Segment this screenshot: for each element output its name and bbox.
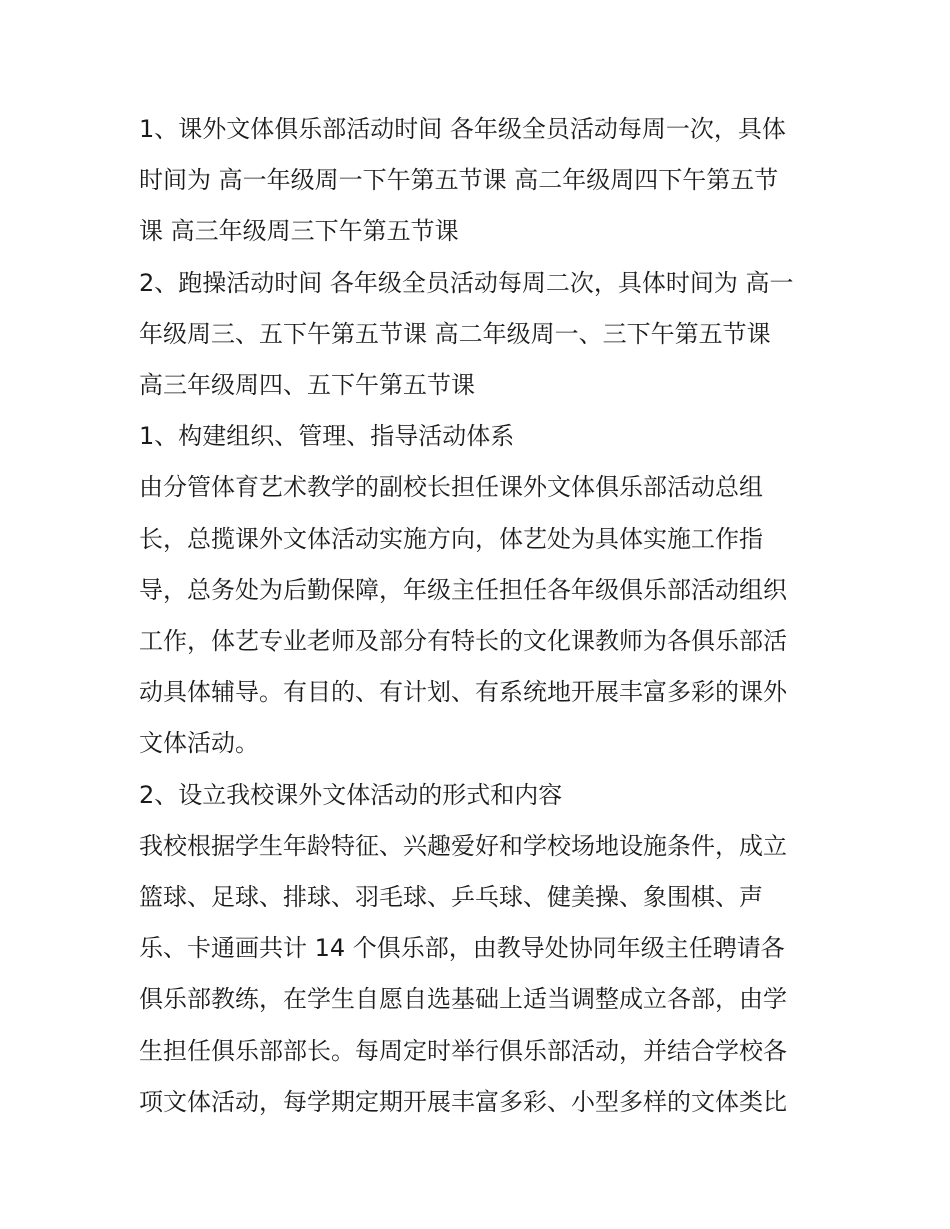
text-line: 课 高三年级周三下午第五节课	[139, 217, 459, 246]
text-line: 时间为 高一年级周一下午第五节课 高二年级周四下午第五节	[139, 166, 779, 195]
text-line: 1、课外文体俱乐部活动时间 各年级全员活动每周一次，具体	[139, 115, 786, 143]
section-heading: 1、构建组织、管理、指导活动体系	[139, 422, 515, 451]
document-body	[139, 104, 819, 1128]
text-line: 俱乐部教练，在学生自愿自选基础上适当调整成立各部，由学	[139, 985, 787, 1014]
text-line: 2、跑操活动时间 各年级全员活动每周二次，具体时间为 高一	[139, 268, 794, 297]
text-line: 我校根据学生年龄特征、兴趣爱好和学校场地设施条件，成立	[139, 831, 787, 860]
text-line: 年级周三、五下午第五节课 高二年级周一、三下午第五节课	[139, 319, 771, 348]
text-line: 项文体活动，每学期定期开展丰富多彩、小型多样的文体类比	[139, 1087, 787, 1116]
text-line: 乐、卡通画共计 14 个俱乐部，由教导处协同年级主任聘请各	[139, 934, 785, 963]
text-line: 文体活动。	[139, 729, 259, 758]
text-line: 高三年级周四、五下午第五节课	[139, 371, 475, 400]
text-line: 动具体辅导。有目的、有计划、有系统地开展丰富多彩的课外	[139, 678, 787, 707]
text-line: 长，总揽课外文体活动实施方向，体艺处为具体实施工作指	[139, 524, 763, 553]
section-heading: 2、设立我校课外文体活动的形式和内容	[139, 780, 563, 809]
text-line: 工作，体艺专业老师及部分有特长的文化课教师为各俱乐部活	[139, 627, 787, 656]
text-line: 篮球、足球、排球、羽毛球、乒乓球、健美操、象围棋、声	[139, 883, 763, 912]
text-line: 导，总务处为后勤保障，年级主任担任各年级俱乐部活动组织	[139, 575, 787, 604]
text-line: 由分管体育艺术教学的副校长担任课外文体俱乐部活动总组	[139, 473, 763, 502]
text-line: 生担任俱乐部部长。每周定时举行俱乐部活动，并结合学校各	[139, 1036, 787, 1065]
